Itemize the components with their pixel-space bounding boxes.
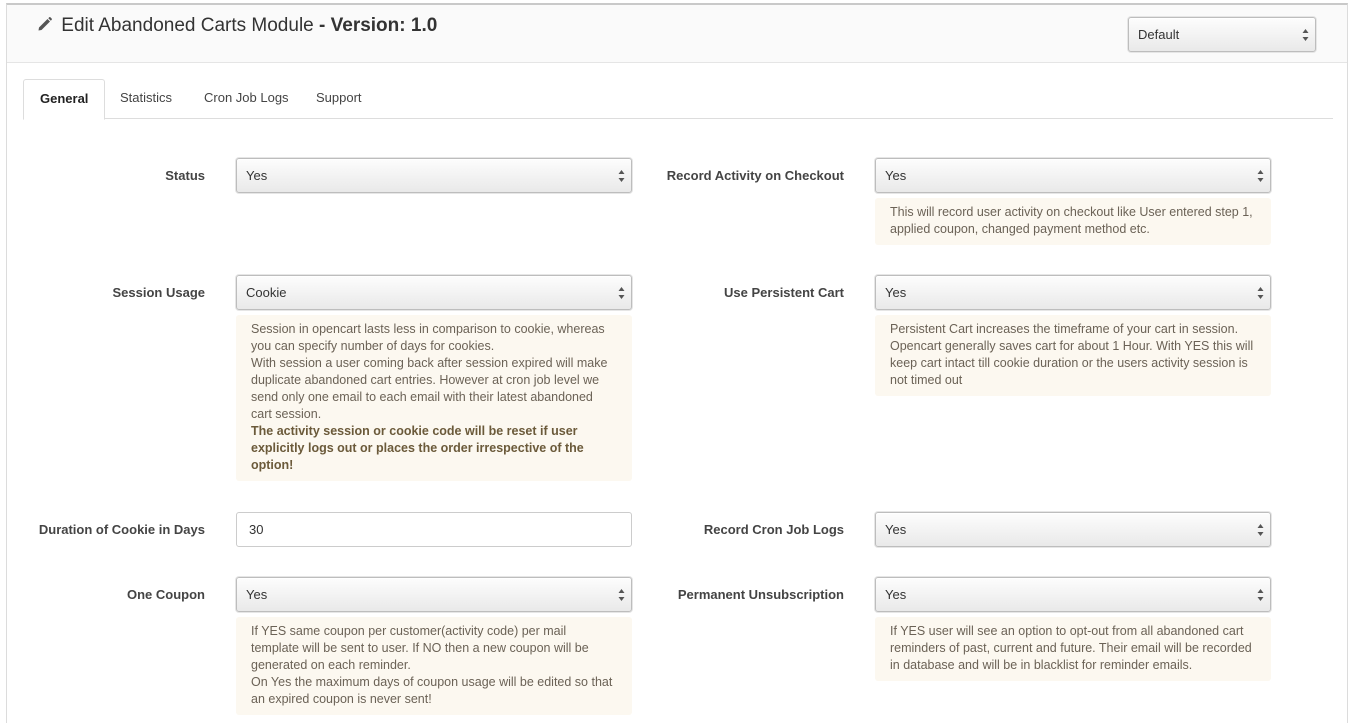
persistent-cart-label: Use Persistent Cart xyxy=(724,285,844,300)
select-arrows-icon xyxy=(618,169,625,183)
select-arrows-icon xyxy=(1257,588,1264,602)
one-coupon-select-value: Yes xyxy=(246,587,268,602)
cookie-duration-input[interactable] xyxy=(236,512,632,547)
one-coupon-select[interactable] xyxy=(236,577,632,612)
session-usage-label: Session Usage xyxy=(112,285,205,300)
permanent-unsub-label: Permanent Unsubscription xyxy=(677,587,844,602)
session-usage-help xyxy=(236,315,632,481)
record-activity-select[interactable] xyxy=(875,158,1271,193)
permanent-unsub-select[interactable] xyxy=(875,577,1271,612)
one-coupon-label: One Coupon xyxy=(127,587,205,602)
status-label: Status xyxy=(165,168,205,183)
record-cron-select-value: Yes xyxy=(885,522,907,537)
one-coupon-help xyxy=(236,617,632,715)
record-activity-help-text: This will record user activity on checkout like User entered step 1, applied coupon, changed payment method etc. xyxy=(890,205,1253,236)
tab-statistics[interactable]: Statistics xyxy=(120,90,173,105)
status-select-value: Yes xyxy=(246,168,268,183)
tab-bar xyxy=(23,79,1333,119)
one-coupon-help-1: If YES same coupon per customer(activity code) per mail template will be sent to user. If NO then a new coupon will be generated on each reminder. xyxy=(251,624,589,672)
select-arrows-icon xyxy=(1302,28,1309,42)
session-usage-help-bold: The activity session or cookie code will be reset if user explicitly logs out or places the order irrespective of the option! xyxy=(251,424,584,472)
session-usage-help-1: Session in opencart lasts less in comparison to cookie, whereas you can specify number of days for cookies. xyxy=(251,322,605,353)
permanent-unsub-select-value: Yes xyxy=(885,587,907,602)
select-arrows-icon xyxy=(1257,286,1264,300)
record-activity-select-value: Yes xyxy=(885,168,907,183)
session-usage-select[interactable] xyxy=(236,275,632,310)
select-arrows-icon xyxy=(1257,523,1264,537)
cookie-duration-label: Duration of Cookie in Days xyxy=(38,522,205,537)
select-arrows-icon xyxy=(618,286,625,300)
version-label: Version: 1.0 xyxy=(330,15,438,36)
pencil-icon xyxy=(37,16,53,32)
tab-support[interactable]: Support xyxy=(316,90,362,105)
select-arrows-icon xyxy=(618,588,625,602)
record-cron-select[interactable] xyxy=(875,512,1271,547)
session-usage-help-2: With session a user coming back after session expired will make duplicate abandoned cart entries. However at cron job level we send only one email to each email with their latest abandoned cart session. xyxy=(251,356,608,421)
permanent-unsub-help-text: If YES user will see an option to opt-out from all abandoned cart reminders of past, current and future. Their email will be recorded in database and will be in blacklist for reminder emails. xyxy=(890,624,1252,672)
record-cron-label: Record Cron Job Logs xyxy=(703,522,844,537)
permanent-unsub-help xyxy=(875,617,1271,681)
panel-header xyxy=(7,5,1347,63)
one-coupon-help-2: On Yes the maximum days of coupon usage will be edited so that an expired coupon is never sent! xyxy=(251,675,613,706)
session-usage-select-value: Cookie xyxy=(246,285,287,300)
tab-cron-job-logs[interactable]: Cron Job Logs xyxy=(204,90,289,105)
record-activity-label: Record Activity on Checkout xyxy=(666,168,844,183)
select-arrows-icon xyxy=(1257,169,1264,183)
module-panel xyxy=(6,3,1348,723)
store-select[interactable] xyxy=(1128,17,1316,53)
status-select[interactable] xyxy=(236,158,632,193)
persistent-cart-select-value: Yes xyxy=(885,285,907,300)
tab-general[interactable]: General xyxy=(23,79,105,120)
version-separator: - xyxy=(313,15,331,36)
page-title xyxy=(37,15,437,37)
persistent-cart-select[interactable] xyxy=(875,275,1271,310)
persistent-cart-help-text: Persistent Cart increases the timeframe of your cart in session. Opencart generally saves cart for about 1 Hour. With YES this will keep cart intact till cookie duration or the users activity session is not timed out xyxy=(890,322,1254,387)
cookie-duration-value[interactable]: 30 xyxy=(236,512,632,547)
record-activity-help xyxy=(875,198,1271,245)
store-select-value: Default xyxy=(1138,27,1180,42)
persistent-cart-help xyxy=(875,315,1271,396)
title-text: Edit Abandoned Carts Module xyxy=(61,15,314,36)
